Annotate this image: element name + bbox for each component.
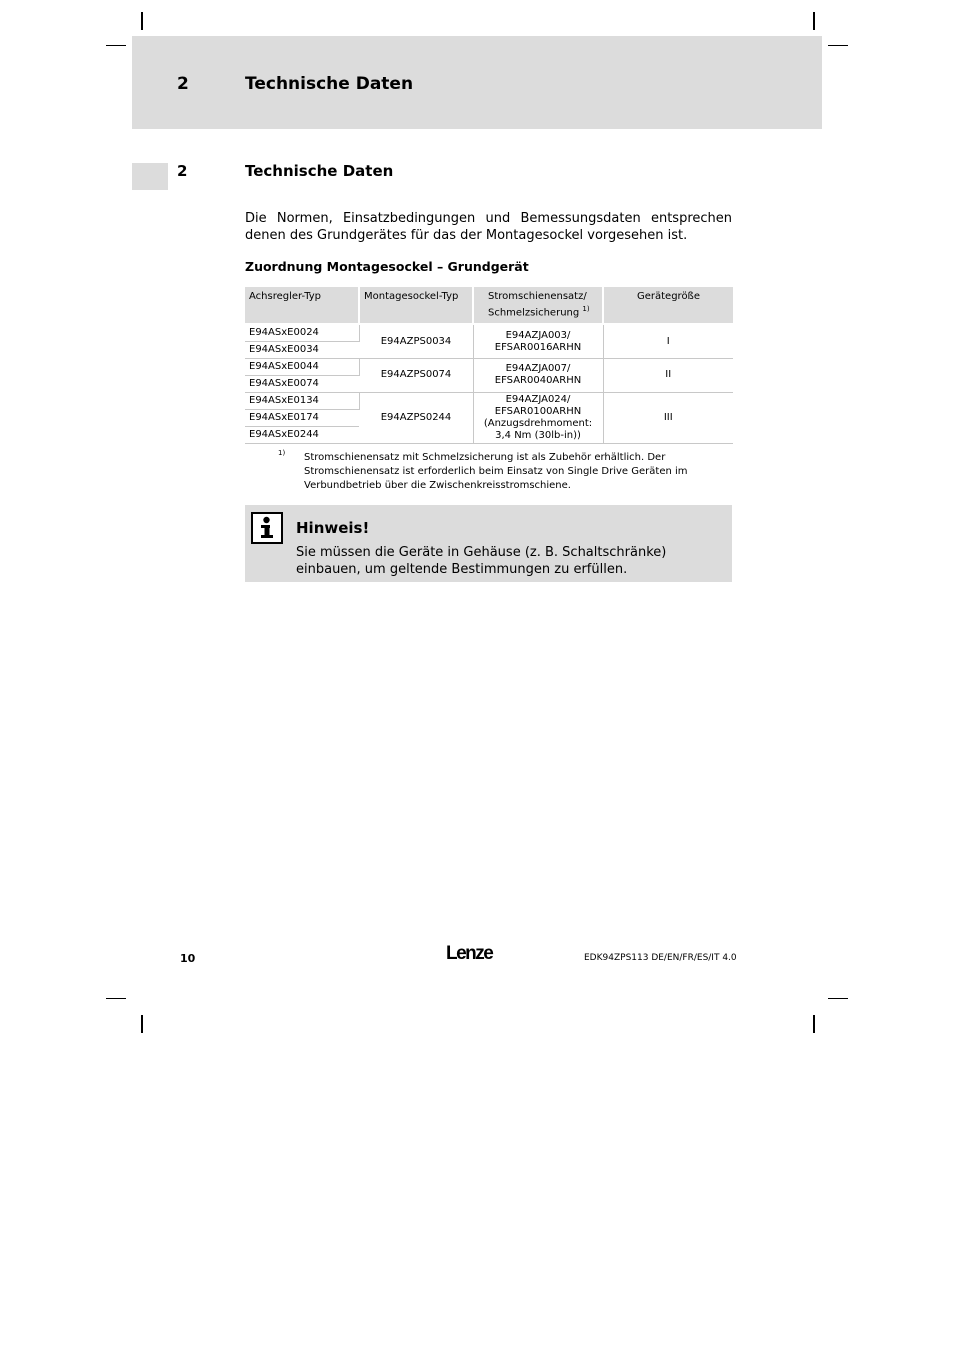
- header-device-size: Gerätegröße: [603, 287, 733, 324]
- footnote-text: Stromschienensatz mit Schmelzsicherung ist als Zubehör erhältlich. Der Stromschienensatz ist erforderlich beim Einsatz von Single Drive Geräten im Verbundbetrieb über die Zwischenkreisstromschiene.: [304, 452, 688, 491]
- controller-cell: E94ASxE0174: [245, 409, 359, 426]
- crop-mark: [141, 12, 143, 30]
- info-icon: [251, 512, 283, 544]
- chapter-header-band: [132, 36, 822, 129]
- controller-cell: E94ASxE0044: [245, 358, 359, 375]
- controller-cell: E94ASxE0034: [245, 341, 359, 358]
- chapter-number: 2: [177, 74, 189, 94]
- controller-cell: E94ASxE0074: [245, 375, 359, 392]
- crop-mark: [828, 998, 848, 999]
- crop-mark: [813, 1015, 815, 1033]
- section-marker: [132, 163, 168, 190]
- busbar-line: E94AZJA003/: [505, 329, 571, 341]
- busbar-line: EFSAR0100ARHN: [494, 405, 582, 417]
- controller-cell: E94ASxE0024: [245, 324, 359, 341]
- socket-cell: E94AZPS0074: [359, 358, 473, 392]
- busbar-cell: [473, 358, 603, 392]
- header-controller-type: Achsregler-Typ: [245, 287, 359, 324]
- controller-cell: E94ASxE0244: [245, 426, 359, 443]
- section-title: Technische Daten: [245, 162, 394, 180]
- header-footnote-ref: 1): [582, 305, 590, 313]
- header-busbar-line1: Stromschienensatz/: [488, 291, 587, 302]
- busbar-line: EFSAR0016ARHN: [494, 341, 582, 353]
- chapter-title: Technische Daten: [245, 74, 414, 94]
- crop-mark: [828, 45, 848, 46]
- busbar-line: E94AZJA007/: [505, 363, 571, 375]
- crop-mark: [813, 12, 815, 30]
- intro-paragraph: Die Normen, Einsatzbedingungen und Bemessungsdaten entsprechen denen des Grundgerätes für das der Montagesockel vorgesehen ist.: [245, 211, 732, 243]
- controller-cell: E94ASxE0134: [245, 392, 359, 409]
- size-cell: III: [603, 392, 733, 443]
- size-cell: II: [603, 358, 733, 392]
- section-number: 2: [177, 162, 188, 180]
- socket-cell: E94AZPS0244: [359, 392, 473, 443]
- page-number: 10: [180, 952, 196, 965]
- table-heading: Zuordnung Montagesockel – Grundgerät: [245, 259, 529, 274]
- lenze-logo: Lenze: [446, 943, 493, 964]
- size-cell: I: [603, 324, 733, 358]
- busbar-line: (Anzugsdrehmoment:: [483, 417, 593, 429]
- busbar-cell: [473, 392, 603, 443]
- busbar-cell: [473, 324, 603, 358]
- crop-mark: [106, 45, 126, 46]
- busbar-line: E94AZJA024/: [505, 393, 571, 405]
- busbar-line: EFSAR0040ARHN: [494, 375, 582, 387]
- header-busbar-line2: Schmelzsicherung: [488, 307, 580, 319]
- table-row: [245, 324, 733, 341]
- header-socket-type: Montagesockel-Typ: [359, 287, 473, 324]
- busbar-line: 3,4 Nm (30lb-in)): [495, 429, 581, 441]
- socket-cell: E94AZPS0034: [359, 324, 473, 358]
- table-row: [245, 392, 733, 409]
- crop-mark: [141, 1015, 143, 1033]
- header-busbar-fuse: [473, 287, 603, 324]
- table-header-row: [245, 287, 733, 324]
- document-id: EDK94ZPS113 DE/EN/FR/ES/IT 4.0: [584, 953, 737, 963]
- note-title: Hinweis!: [296, 519, 370, 537]
- crop-mark: [106, 998, 126, 999]
- footnote-mark: 1): [278, 449, 286, 457]
- note-text: Sie müssen die Geräte in Gehäuse (z. B. Schaltschränke) einbauen, um geltende Bestimmungen zu erfüllen.: [296, 545, 667, 577]
- assignment-table: [245, 287, 733, 444]
- table-row: [245, 358, 733, 375]
